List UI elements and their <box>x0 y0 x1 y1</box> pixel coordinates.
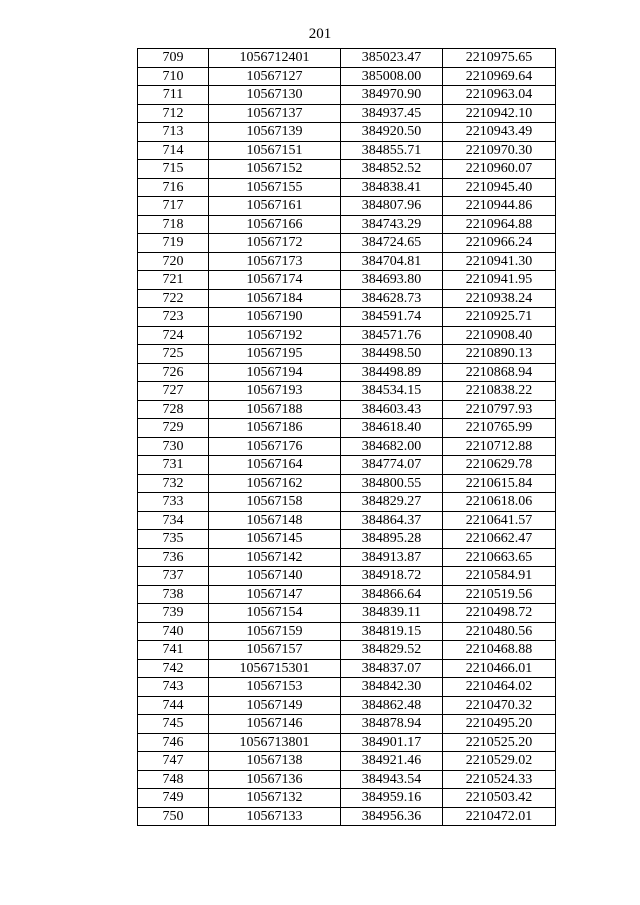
point-id-cell: 10567159 <box>209 622 341 641</box>
x-coordinate-cell: 384855.71 <box>341 141 443 160</box>
table-row <box>138 678 556 697</box>
y-coordinate-cell: 2210943.49 <box>443 123 556 142</box>
table-row <box>138 622 556 641</box>
x-coordinate-cell: 384534.15 <box>341 382 443 401</box>
y-coordinate-cell: 2210472.01 <box>443 807 556 826</box>
x-coordinate-cell: 384839.11 <box>341 604 443 623</box>
table-row <box>138 86 556 105</box>
y-coordinate-cell: 2210498.72 <box>443 604 556 623</box>
table-row <box>138 67 556 86</box>
point-number-cell: 750 <box>138 807 209 826</box>
y-coordinate-cell: 2210662.47 <box>443 530 556 549</box>
point-number-cell: 722 <box>138 289 209 308</box>
y-coordinate-cell: 2210941.95 <box>443 271 556 290</box>
y-coordinate-cell: 2210525.20 <box>443 733 556 752</box>
point-number-cell: 709 <box>138 49 209 68</box>
point-id-cell: 10567172 <box>209 234 341 253</box>
x-coordinate-cell: 384800.55 <box>341 474 443 493</box>
point-id-cell: 10567173 <box>209 252 341 271</box>
table-row <box>138 659 556 678</box>
x-coordinate-cell: 384837.07 <box>341 659 443 678</box>
point-id-cell: 10567152 <box>209 160 341 179</box>
y-coordinate-cell: 2210964.88 <box>443 215 556 234</box>
table-row <box>138 696 556 715</box>
point-number-cell: 716 <box>138 178 209 197</box>
table-row <box>138 807 556 826</box>
coordinates-table <box>137 48 556 826</box>
point-number-cell: 737 <box>138 567 209 586</box>
x-coordinate-cell: 384498.50 <box>341 345 443 364</box>
table-row <box>138 308 556 327</box>
y-coordinate-cell: 2210712.88 <box>443 437 556 456</box>
x-coordinate-cell: 384628.73 <box>341 289 443 308</box>
point-id-cell: 10567176 <box>209 437 341 456</box>
point-id-cell: 10567190 <box>209 308 341 327</box>
point-id-cell: 10567132 <box>209 789 341 808</box>
table-row <box>138 345 556 364</box>
y-coordinate-cell: 2210942.10 <box>443 104 556 123</box>
table-row <box>138 363 556 382</box>
point-number-cell: 733 <box>138 493 209 512</box>
y-coordinate-cell: 2210944.86 <box>443 197 556 216</box>
table-row <box>138 123 556 142</box>
point-number-cell: 744 <box>138 696 209 715</box>
table-row <box>138 234 556 253</box>
point-id-cell: 10567188 <box>209 400 341 419</box>
point-number-cell: 745 <box>138 715 209 734</box>
table-row <box>138 585 556 604</box>
x-coordinate-cell: 384603.43 <box>341 400 443 419</box>
x-coordinate-cell: 384591.74 <box>341 308 443 327</box>
point-number-cell: 741 <box>138 641 209 660</box>
table-row <box>138 789 556 808</box>
y-coordinate-cell: 2210615.84 <box>443 474 556 493</box>
table-row <box>138 271 556 290</box>
point-id-cell: 10567130 <box>209 86 341 105</box>
table-row <box>138 104 556 123</box>
x-coordinate-cell: 385008.00 <box>341 67 443 86</box>
y-coordinate-cell: 2210868.94 <box>443 363 556 382</box>
point-number-cell: 739 <box>138 604 209 623</box>
y-coordinate-cell: 2210838.22 <box>443 382 556 401</box>
y-coordinate-cell: 2210890.13 <box>443 345 556 364</box>
x-coordinate-cell: 384959.16 <box>341 789 443 808</box>
point-number-cell: 721 <box>138 271 209 290</box>
point-number-cell: 749 <box>138 789 209 808</box>
point-id-cell: 10567164 <box>209 456 341 475</box>
point-number-cell: 714 <box>138 141 209 160</box>
point-number-cell: 726 <box>138 363 209 382</box>
x-coordinate-cell: 384937.45 <box>341 104 443 123</box>
point-id-cell: 10567139 <box>209 123 341 142</box>
point-id-cell: 10567151 <box>209 141 341 160</box>
table-row <box>138 715 556 734</box>
x-coordinate-cell: 384878.94 <box>341 715 443 734</box>
table-row <box>138 419 556 438</box>
point-id-cell: 10567186 <box>209 419 341 438</box>
y-coordinate-cell: 2210641.57 <box>443 511 556 530</box>
table-row <box>138 530 556 549</box>
point-number-cell: 717 <box>138 197 209 216</box>
y-coordinate-cell: 2210797.93 <box>443 400 556 419</box>
table-row <box>138 400 556 419</box>
point-id-cell: 1056712401 <box>209 49 341 68</box>
point-id-cell: 10567157 <box>209 641 341 660</box>
x-coordinate-cell: 384913.87 <box>341 548 443 567</box>
y-coordinate-cell: 2210925.71 <box>443 308 556 327</box>
y-coordinate-cell: 2210503.42 <box>443 789 556 808</box>
table-row <box>138 49 556 68</box>
point-number-cell: 711 <box>138 86 209 105</box>
y-coordinate-cell: 2210908.40 <box>443 326 556 345</box>
point-number-cell: 735 <box>138 530 209 549</box>
point-number-cell: 715 <box>138 160 209 179</box>
table-row <box>138 548 556 567</box>
point-id-cell: 10567158 <box>209 493 341 512</box>
x-coordinate-cell: 384743.29 <box>341 215 443 234</box>
x-coordinate-cell: 385023.47 <box>341 49 443 68</box>
x-coordinate-cell: 384618.40 <box>341 419 443 438</box>
point-id-cell: 10567148 <box>209 511 341 530</box>
table-row <box>138 326 556 345</box>
point-number-cell: 710 <box>138 67 209 86</box>
y-coordinate-cell: 2210480.56 <box>443 622 556 641</box>
point-id-cell: 10567195 <box>209 345 341 364</box>
point-id-cell: 10567140 <box>209 567 341 586</box>
point-number-cell: 748 <box>138 770 209 789</box>
point-number-cell: 738 <box>138 585 209 604</box>
x-coordinate-cell: 384704.81 <box>341 252 443 271</box>
point-number-cell: 742 <box>138 659 209 678</box>
x-coordinate-cell: 384895.28 <box>341 530 443 549</box>
point-number-cell: 728 <box>138 400 209 419</box>
y-coordinate-cell: 2210519.56 <box>443 585 556 604</box>
point-number-cell: 727 <box>138 382 209 401</box>
y-coordinate-cell: 2210466.01 <box>443 659 556 678</box>
point-id-cell: 10567192 <box>209 326 341 345</box>
y-coordinate-cell: 2210618.06 <box>443 493 556 512</box>
y-coordinate-cell: 2210966.24 <box>443 234 556 253</box>
y-coordinate-cell: 2210945.40 <box>443 178 556 197</box>
point-number-cell: 734 <box>138 511 209 530</box>
y-coordinate-cell: 2210529.02 <box>443 752 556 771</box>
point-id-cell: 10567166 <box>209 215 341 234</box>
x-coordinate-cell: 384866.64 <box>341 585 443 604</box>
table-row <box>138 382 556 401</box>
table-row <box>138 197 556 216</box>
point-number-cell: 747 <box>138 752 209 771</box>
table-row <box>138 141 556 160</box>
table-row <box>138 770 556 789</box>
y-coordinate-cell: 2210963.04 <box>443 86 556 105</box>
table-row <box>138 215 556 234</box>
point-number-cell: 713 <box>138 123 209 142</box>
y-coordinate-cell: 2210938.24 <box>443 289 556 308</box>
x-coordinate-cell: 384918.72 <box>341 567 443 586</box>
table-row <box>138 511 556 530</box>
x-coordinate-cell: 384901.17 <box>341 733 443 752</box>
y-coordinate-cell: 2210663.65 <box>443 548 556 567</box>
point-id-cell: 10567127 <box>209 67 341 86</box>
table-row <box>138 437 556 456</box>
point-id-cell: 10567146 <box>209 715 341 734</box>
point-number-cell: 746 <box>138 733 209 752</box>
y-coordinate-cell: 2210468.88 <box>443 641 556 660</box>
x-coordinate-cell: 384829.27 <box>341 493 443 512</box>
point-number-cell: 723 <box>138 308 209 327</box>
coordinates-table-body <box>138 49 556 826</box>
y-coordinate-cell: 2210464.02 <box>443 678 556 697</box>
point-number-cell: 725 <box>138 345 209 364</box>
x-coordinate-cell: 384498.89 <box>341 363 443 382</box>
point-id-cell: 10567161 <box>209 197 341 216</box>
x-coordinate-cell: 384693.80 <box>341 271 443 290</box>
point-number-cell: 724 <box>138 326 209 345</box>
y-coordinate-cell: 2210765.99 <box>443 419 556 438</box>
y-coordinate-cell: 2210970.30 <box>443 141 556 160</box>
x-coordinate-cell: 384682.00 <box>341 437 443 456</box>
table-row <box>138 178 556 197</box>
table-row <box>138 567 556 586</box>
point-id-cell: 10567133 <box>209 807 341 826</box>
point-id-cell: 10567149 <box>209 696 341 715</box>
table-row <box>138 641 556 660</box>
y-coordinate-cell: 2210941.30 <box>443 252 556 271</box>
page-number: 201 <box>308 26 332 42</box>
point-id-cell: 10567153 <box>209 678 341 697</box>
point-id-cell: 10567142 <box>209 548 341 567</box>
point-number-cell: 743 <box>138 678 209 697</box>
y-coordinate-cell: 2210470.32 <box>443 696 556 715</box>
point-number-cell: 718 <box>138 215 209 234</box>
x-coordinate-cell: 384819.15 <box>341 622 443 641</box>
point-id-cell: 10567136 <box>209 770 341 789</box>
x-coordinate-cell: 384862.48 <box>341 696 443 715</box>
table-row <box>138 456 556 475</box>
point-id-cell: 10567193 <box>209 382 341 401</box>
point-number-cell: 712 <box>138 104 209 123</box>
point-id-cell: 10567145 <box>209 530 341 549</box>
point-number-cell: 730 <box>138 437 209 456</box>
y-coordinate-cell: 2210960.07 <box>443 160 556 179</box>
point-number-cell: 736 <box>138 548 209 567</box>
point-id-cell: 10567138 <box>209 752 341 771</box>
point-id-cell: 10567174 <box>209 271 341 290</box>
point-id-cell: 10567154 <box>209 604 341 623</box>
table-row <box>138 493 556 512</box>
x-coordinate-cell: 384852.52 <box>341 160 443 179</box>
x-coordinate-cell: 384864.37 <box>341 511 443 530</box>
x-coordinate-cell: 384943.54 <box>341 770 443 789</box>
x-coordinate-cell: 384838.41 <box>341 178 443 197</box>
table-row <box>138 604 556 623</box>
y-coordinate-cell: 2210524.33 <box>443 770 556 789</box>
y-coordinate-cell: 2210629.78 <box>443 456 556 475</box>
point-number-cell: 729 <box>138 419 209 438</box>
table-row <box>138 752 556 771</box>
x-coordinate-cell: 384970.90 <box>341 86 443 105</box>
point-id-cell: 1056715301 <box>209 659 341 678</box>
x-coordinate-cell: 384774.07 <box>341 456 443 475</box>
x-coordinate-cell: 384956.36 <box>341 807 443 826</box>
x-coordinate-cell: 384807.96 <box>341 197 443 216</box>
y-coordinate-cell: 2210584.91 <box>443 567 556 586</box>
x-coordinate-cell: 384724.65 <box>341 234 443 253</box>
point-id-cell: 10567184 <box>209 289 341 308</box>
y-coordinate-cell: 2210975.65 <box>443 49 556 68</box>
point-id-cell: 10567147 <box>209 585 341 604</box>
point-number-cell: 720 <box>138 252 209 271</box>
x-coordinate-cell: 384921.46 <box>341 752 443 771</box>
table-row <box>138 474 556 493</box>
y-coordinate-cell: 2210495.20 <box>443 715 556 734</box>
x-coordinate-cell: 384920.50 <box>341 123 443 142</box>
point-id-cell: 10567162 <box>209 474 341 493</box>
y-coordinate-cell: 2210969.64 <box>443 67 556 86</box>
point-number-cell: 731 <box>138 456 209 475</box>
table-row <box>138 160 556 179</box>
x-coordinate-cell: 384571.76 <box>341 326 443 345</box>
table-row <box>138 252 556 271</box>
point-id-cell: 10567194 <box>209 363 341 382</box>
point-number-cell: 732 <box>138 474 209 493</box>
x-coordinate-cell: 384842.30 <box>341 678 443 697</box>
table-row <box>138 733 556 752</box>
point-number-cell: 740 <box>138 622 209 641</box>
table-row <box>138 289 556 308</box>
x-coordinate-cell: 384829.52 <box>341 641 443 660</box>
point-id-cell: 10567137 <box>209 104 341 123</box>
point-number-cell: 719 <box>138 234 209 253</box>
point-id-cell: 1056713801 <box>209 733 341 752</box>
point-id-cell: 10567155 <box>209 178 341 197</box>
